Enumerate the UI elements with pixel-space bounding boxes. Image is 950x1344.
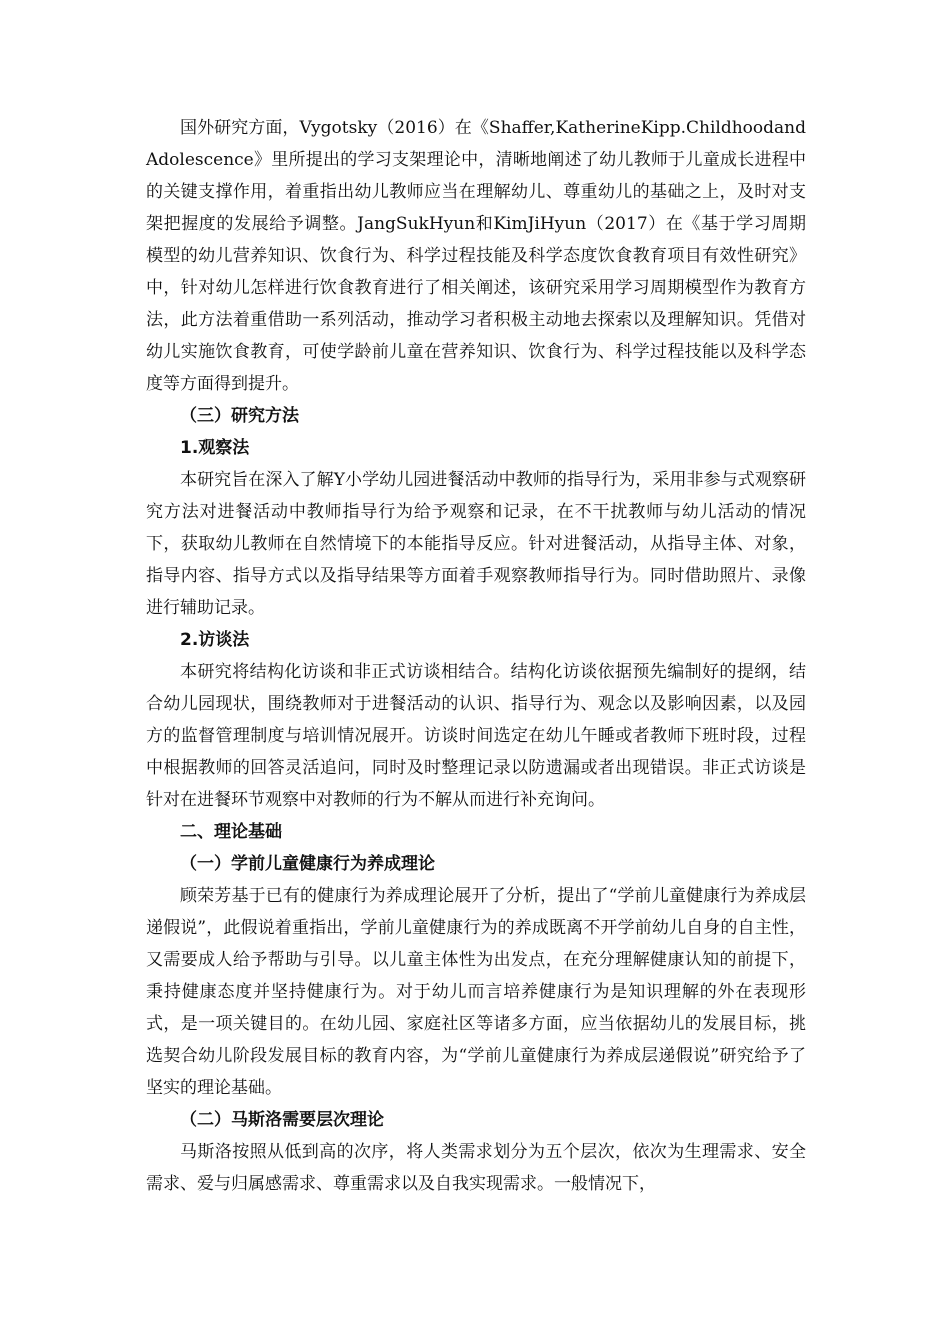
document-body — [146, 112, 806, 1200]
heading-research-methods: （三）研究方法 — [180, 406, 299, 426]
heading-interview-method: 2.访谈法 — [180, 630, 250, 650]
paragraph-foreign-research: 国外研究方面，Vygotsky（2016）在《Shaffer,KatherineKipp.ChildhoodandAdolescence》里所提出的学习支架理论中，清晰地阐述了幼儿教师于儿童成长进程中的关键支撑作用，着重指出幼儿教师应当在理解幼儿、尊重幼儿的基础之上，及时对支架把握度的发展给予调整。JangSukHyun和KimJiHyun（2017）在《基于学习周期模型的幼儿营养知识、饮食行为、科学过程技能及科学态度饮食教育项目有效性研究》中，针对幼儿怎样进行饮食教育进行了相关阐述，该研究采用学习周期模型作为教育方法，此方法着重借助一系列活动，推动学习者积极主动地去探索以及理解知识。凭借对幼儿实施饮食教育，可使学龄前儿童在营养知识、饮食行为、科学过程技能以及科学态度等方面得到提升。 — [146, 118, 806, 394]
paragraph-observation: 本研究旨在深入了解Y小学幼儿园进餐活动中教师的指导行为，采用非参与式观察研究方法对进餐活动中教师指导行为给予观察和记录，在不干扰教师与幼儿活动的情况下，获取幼儿教师在自然情境下的本能指导反应。针对进餐活动，从指导主体、对象，指导内容、指导方式以及指导结果等方面着手观察教师指导行为。同时借助照片、录像进行辅助记录。 — [146, 470, 806, 618]
heading-health-behavior-theory: （一）学前儿童健康行为养成理论 — [180, 854, 435, 874]
paragraph-maslow: 马斯洛按照从低到高的次序，将人类需求划分为五个层次，依次为生理需求、安全需求、爱与归属感需求、尊重需求以及自我实现需求。一般情况下， — [146, 1142, 806, 1194]
heading-observation-method: 1.观察法 — [180, 438, 250, 458]
heading-maslow-theory: （二）马斯洛需要层次理论 — [180, 1110, 384, 1130]
paragraph-interview: 本研究将结构化访谈和非正式访谈相结合。结构化访谈依据预先编制好的提纲，结合幼儿园现状，围绕教师对于进餐活动的认识、指导行为、观念以及影响因素，以及园方的监督管理制度与培训情况展开。访谈时间选定在幼儿午睡或者教师下班时段，过程中根据教师的回答灵活追问，同时及时整理记录以防遗漏或者出现错误。非正式访谈是针对在进餐环节观察中对教师的行为不解从而进行补充询问。 — [146, 662, 806, 810]
heading-theoretical-basis: 二、理论基础 — [180, 822, 282, 842]
paragraph-health-behavior: 顾荣芳基于已有的健康行为养成理论展开了分析，提出了“学前儿童健康行为养成层递假说”，此假说着重指出，学前儿童健康行为的养成既离不开学前幼儿自身的自主性，又需要成人给予帮助与引导。以儿童主体性为出发点，在充分理解健康认知的前提下，秉持健康态度并坚持健康行为。对于幼儿而言培养健康行为是知识理解的外在表现形式，是一项关键目的。在幼儿园、家庭社区等诸多方面，应当依据幼儿的发展目标，挑选契合幼儿阶段发展目标的教育内容，为“学前儿童健康行为养成层递假说”研究给予了坚实的理论基础。 — [146, 886, 806, 1098]
